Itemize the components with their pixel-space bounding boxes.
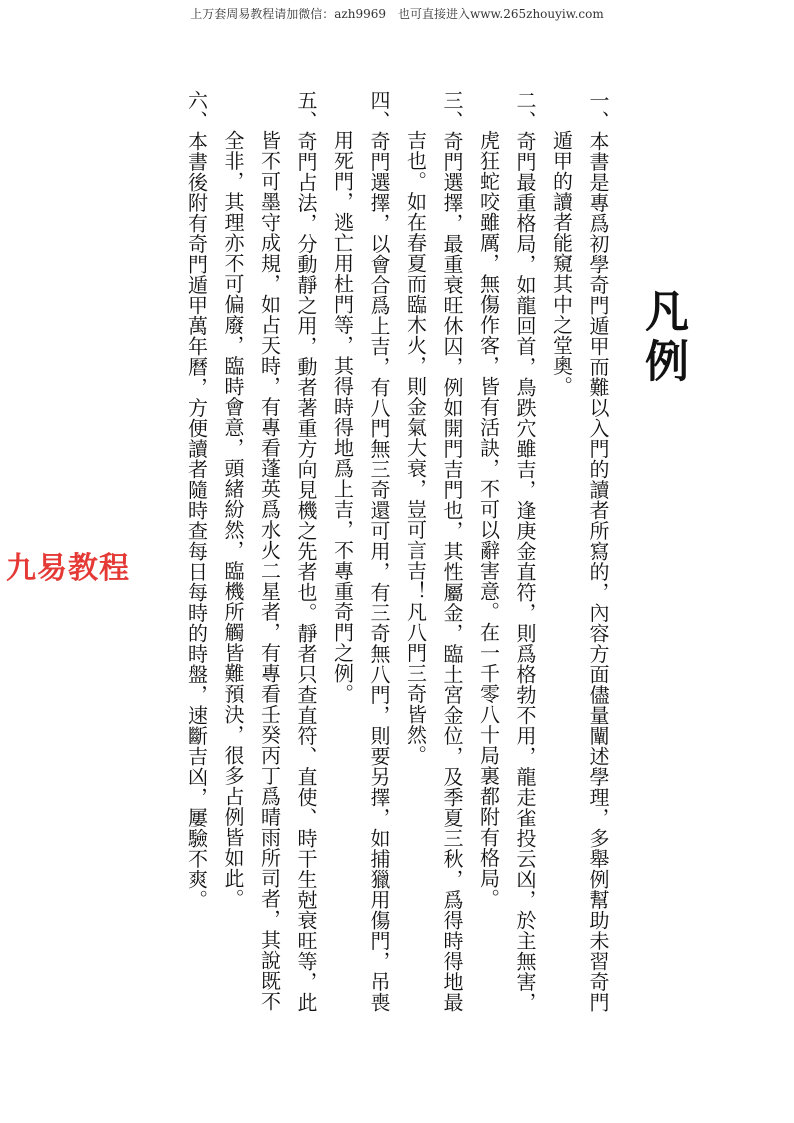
item-continuation: 皆不可墨守成規，如占天時，有專看蓬英爲水火二星者，有專看壬癸丙丁爲晴雨所司者，其說既不 xyxy=(257,130,282,1012)
item-first-line: 二、奇門最重格局，如龍回首，鳥跌穴雖吉，逢庚金直符，則爲格勃不用，龍走雀投云凶，於主無害， xyxy=(513,90,537,1013)
item-continuation: 虎狂蛇咬雖厲，無傷作客，皆有活訣，不可以辭害意。在一千零八十局裏都附有格局。 xyxy=(476,130,501,909)
item-first-line: 三、奇門選擇，最重衰旺休囚，例如開門吉門也，其性屬金，臨土宮金位，及季夏三秋，爲得時得地最 xyxy=(440,90,464,1013)
item-continuation: 吉也。如在春夏而臨木火，則金氣大衰，豈可言吉！凡八門三奇皆然。 xyxy=(403,130,428,766)
list-item-3 xyxy=(397,90,470,1090)
item-first-line: 五、奇門占法，分動靜之用，動者著重方向見機之先者也。靜者只查直符、直使、時干生尅衰旺等，此 xyxy=(294,90,318,1013)
item-first-line: 一、本書是專爲初學奇門遁甲而難以入門的讀者所寫的，內容方面儘量闡述學理，多舉例幫助未習奇門 xyxy=(586,90,610,1013)
list-item-4 xyxy=(324,90,397,1090)
item-continuation: 全非，其理亦不可偏廢，臨時會意，頭緒紛然，臨機所觸皆難預決，很多占例皆如此。 xyxy=(221,130,245,909)
watermark-logo: 九易教程 xyxy=(6,551,130,586)
list-item-1 xyxy=(543,90,616,1090)
body-text xyxy=(176,90,616,1090)
item-continuation: 用死門，逃亡用杜門等，其得時得地爲上吉，不專重奇門之例。 xyxy=(330,130,355,704)
list-item-2 xyxy=(470,90,543,1090)
header-note: 上万套周易教程请加微信：azh9969 也可直接进入www.265zhouyiw.com xyxy=(190,7,604,21)
list-item-5 xyxy=(215,90,325,1090)
item-continuation: 遁甲的讀者能窺其中之堂奧。 xyxy=(549,130,574,397)
list-item-6 xyxy=(178,90,215,1090)
item-first-line: 六、本書後附有奇門遁甲萬年曆，方便讀者隨時查每日每時的時盤，速斷吉凶，屢驗不爽。 xyxy=(184,90,209,910)
page-title: 凡例 xyxy=(637,288,688,388)
item-first-line: 四、奇門選擇，以會合爲上吉，有八門無三奇還可用，有三奇無八門，則要另擇，如捕獵用傷門，吊喪 xyxy=(367,90,391,1013)
